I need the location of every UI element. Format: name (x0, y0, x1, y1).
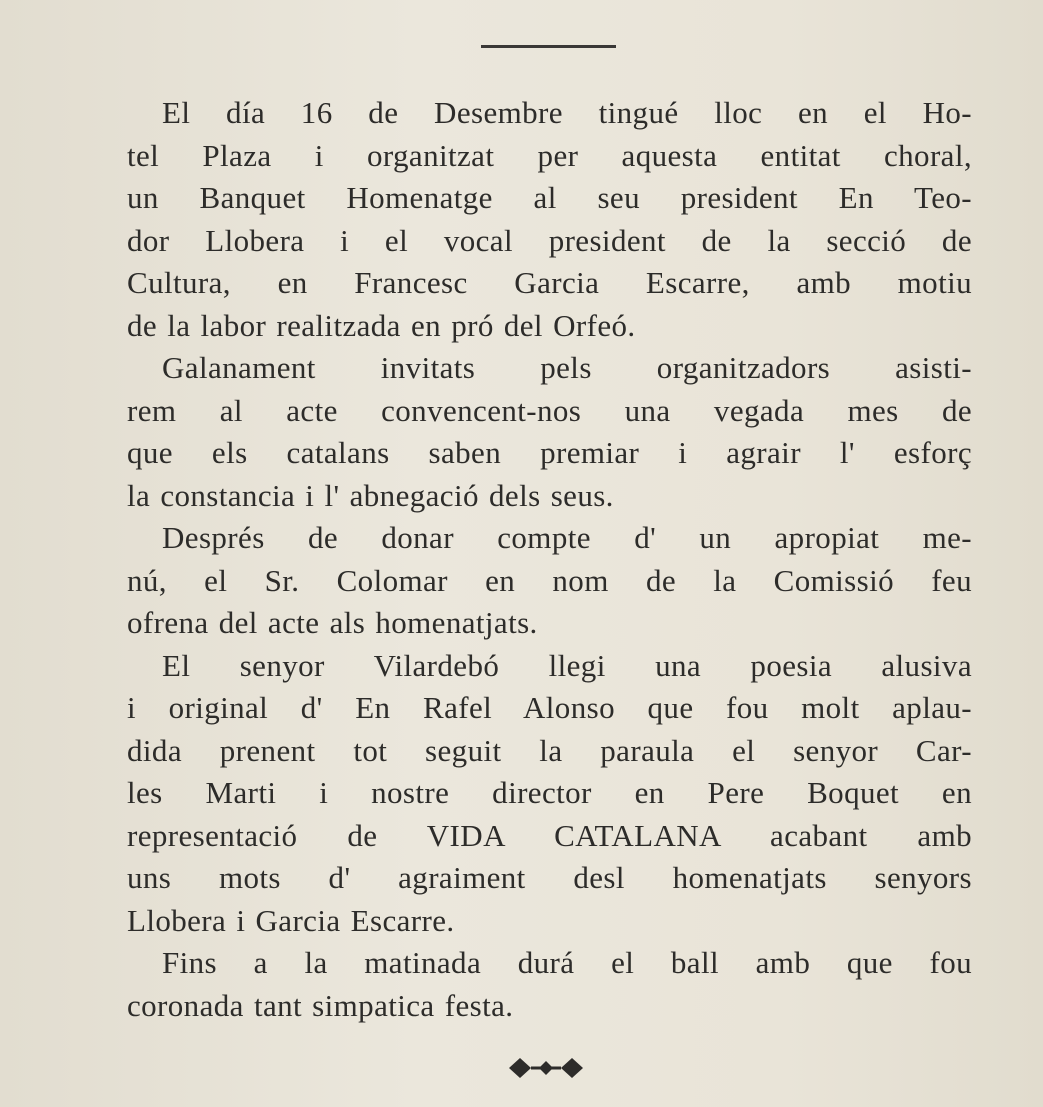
diamond-ornament-icon (508, 1056, 584, 1080)
text-line: representació de VIDA CATALANA acabant amb (127, 817, 972, 853)
article-body (127, 92, 972, 1027)
text-line: El senyor Vilardebó llegi una poesia alusiva (162, 647, 972, 683)
text-line: rem al acte convencent-nos una vegada mes de (127, 392, 972, 428)
text-line: ofrena del acte als homenatjats. (127, 605, 538, 640)
paragraph-menu (127, 517, 972, 645)
text-line: Fins a la matinada durá el ball amb que fou (162, 945, 972, 980)
text-line: uns mots d' agraiment desl homenatjats senyors (127, 860, 972, 895)
text-line: coronada tant simpatica festa. (127, 987, 514, 1023)
text-line: de la labor realitzada en pró del Orfeó. (127, 307, 636, 343)
text-line: El día 16 de Desembre tingué lloc en el Ho- (162, 95, 972, 130)
top-rule-divider (481, 45, 616, 48)
text-line: Cultura, en Francesc Garcia Escarre, amb motiu (127, 265, 972, 300)
text-line: la constancia i l' abnegació dels seus. (127, 477, 614, 513)
text-line: les Marti i nostre director en Pere Boquet en (127, 775, 972, 810)
text-line: dor Llobera i el vocal president de la secció de (127, 222, 972, 258)
text-line: Després de donar compte d' un apropiat me- (162, 520, 972, 555)
text-line: Llobera i Garcia Escarre. (127, 902, 455, 938)
text-line: que els catalans saben premiar i agrair l' esforç (127, 435, 972, 470)
text-line: un Banquet Homenatge al seu president En Teo- (127, 180, 972, 215)
text-line: nú, el Sr. Colomar en nom de la Comissió feu (127, 562, 972, 598)
paragraph-banquet (127, 92, 972, 347)
text-line: dida prenent tot seguit la paraula el senyor Car- (127, 732, 972, 768)
text-line: Galanament invitats pels organitzadors asisti- (162, 350, 972, 385)
text-line: tel Plaza i organitzat per aquesta entitat choral, (127, 137, 972, 173)
paragraph-dance (127, 942, 972, 1027)
paragraph-poetry (127, 645, 972, 943)
text-line: i original d' En Rafel Alonso que fou molt aplau- (127, 690, 972, 725)
paragraph-invitation (127, 347, 972, 517)
